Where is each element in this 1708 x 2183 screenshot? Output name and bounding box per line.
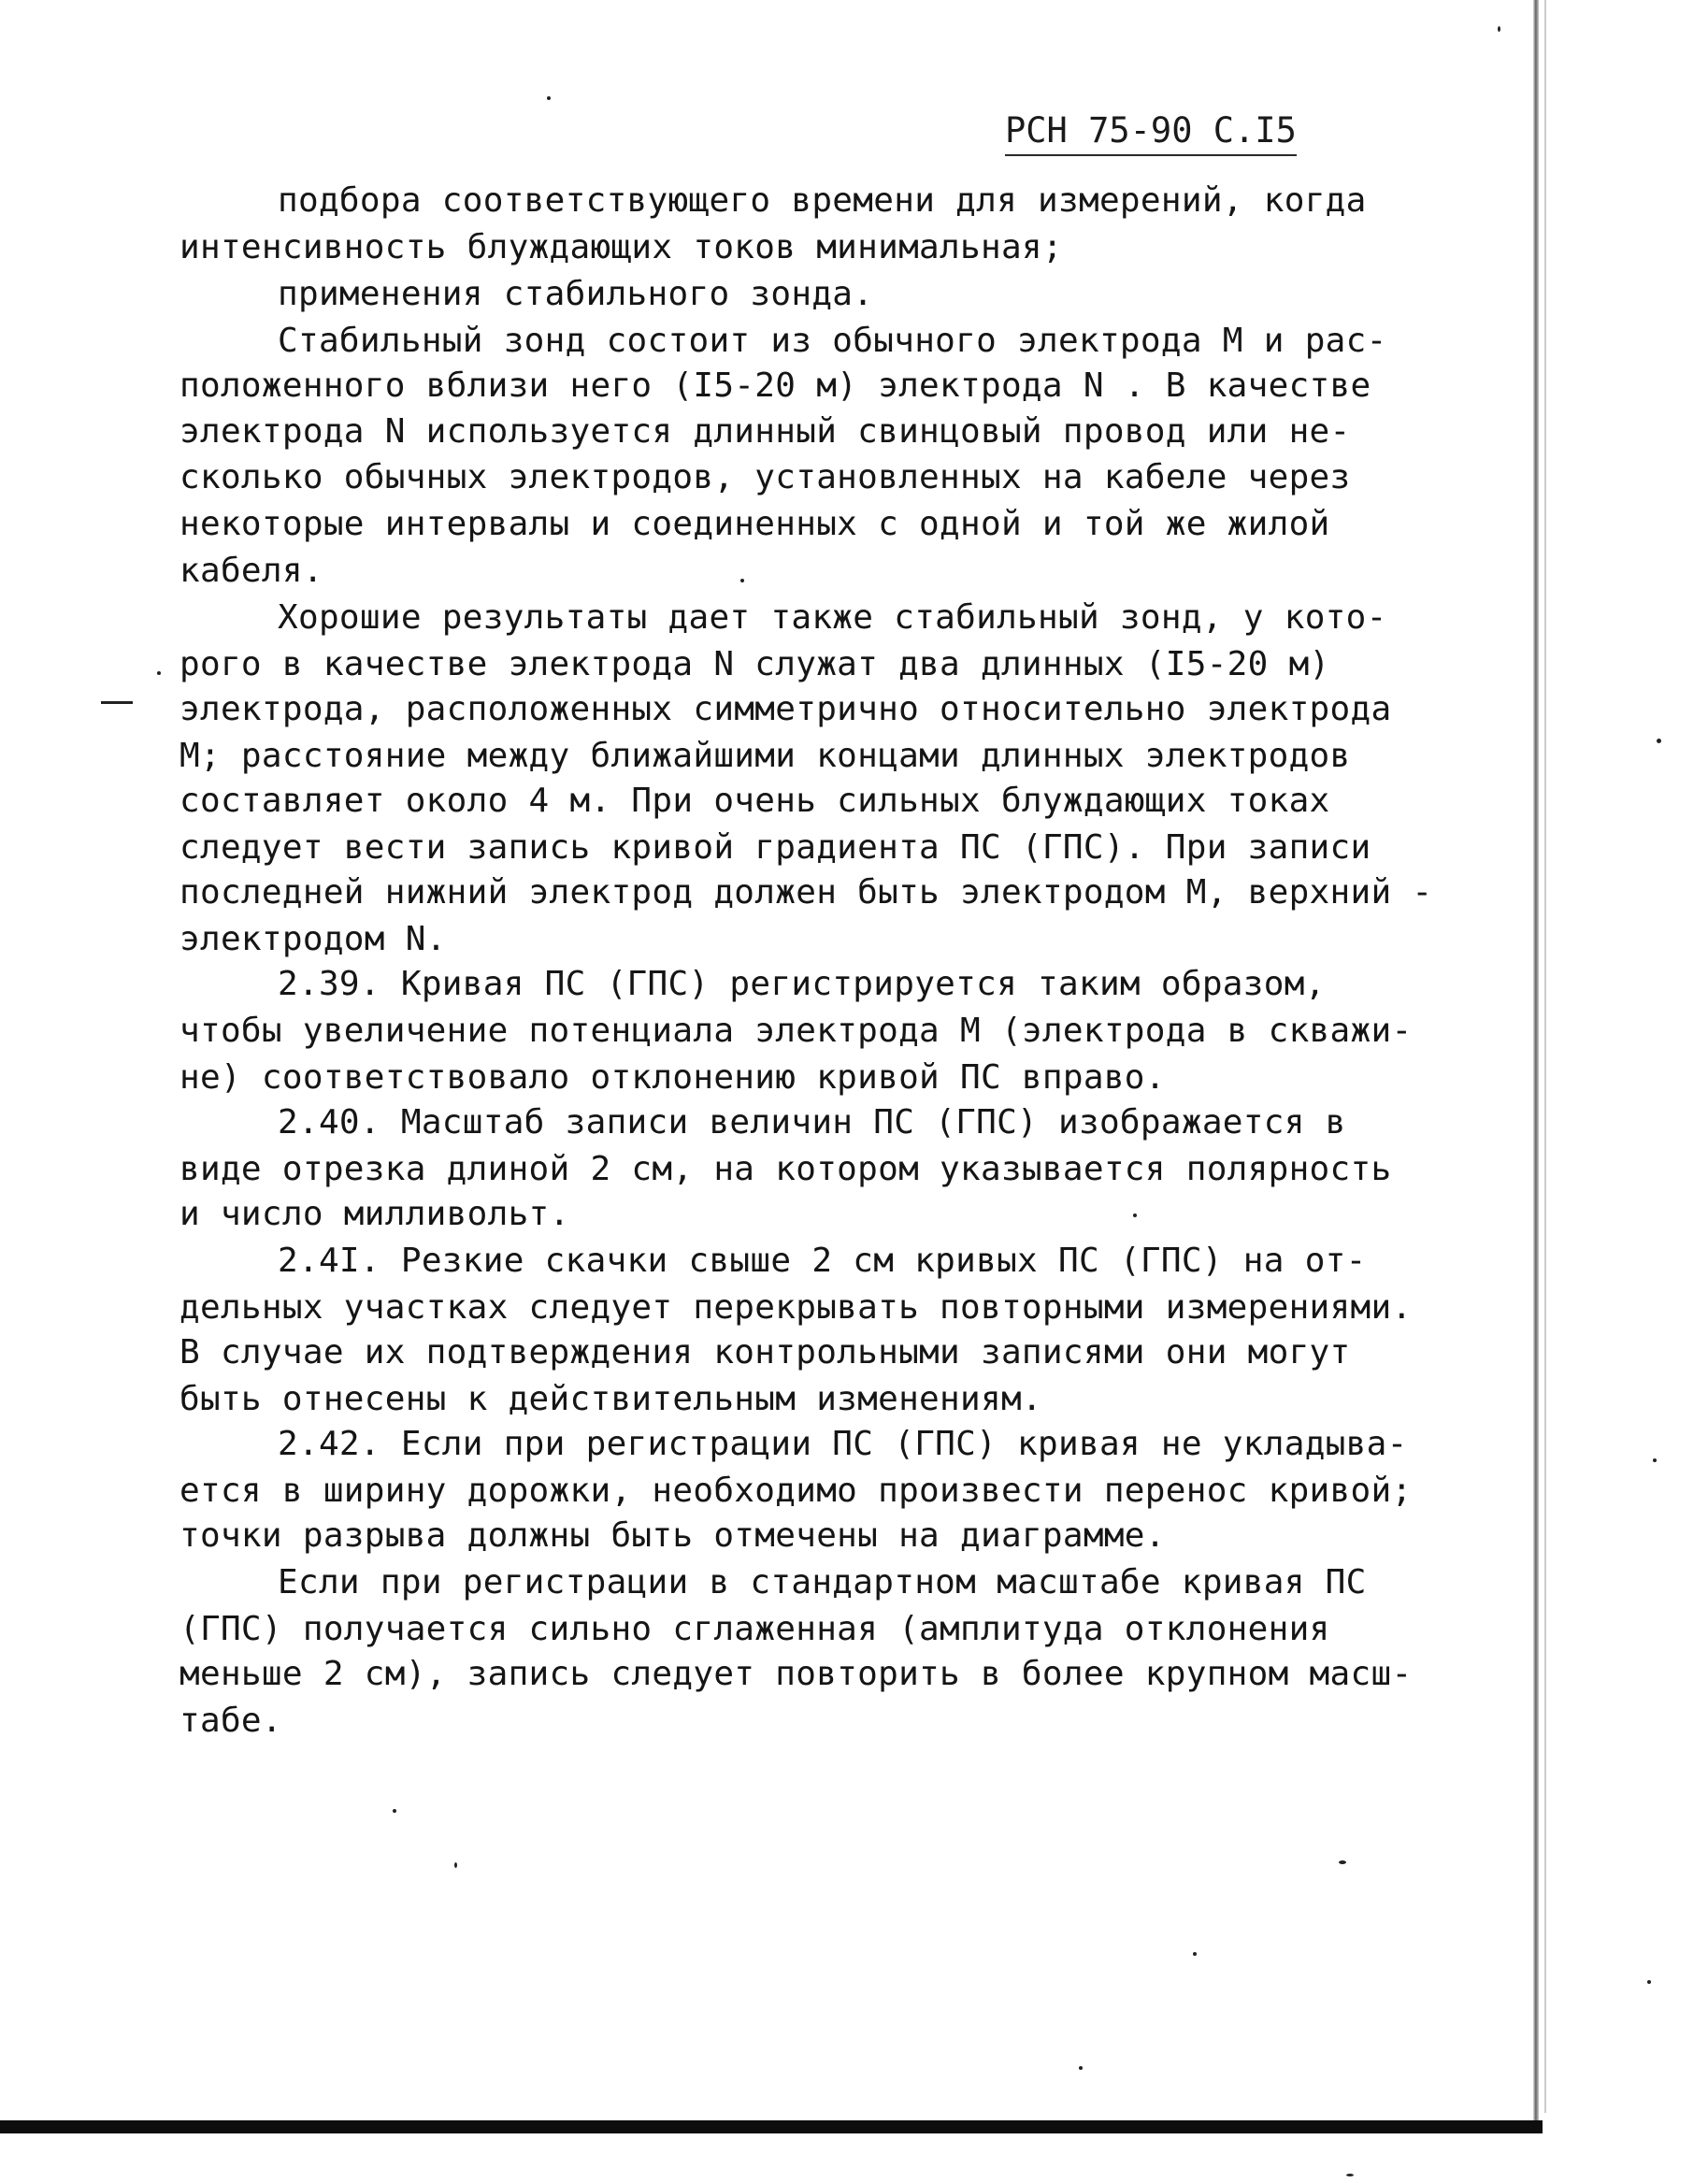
- scan-speck: [454, 1862, 457, 1868]
- text-line: В случае их подтверждения контрольными записями они могут: [179, 1333, 1351, 1372]
- text-line: (ГПС) получается сильно сглаженная (амплитуда отклонения: [179, 1610, 1330, 1648]
- scan-speck: [1498, 26, 1500, 32]
- text-line: ется в ширину дорожки, необходимо произвести перенос кривой;: [179, 1472, 1413, 1510]
- scan-speck: [1079, 2066, 1083, 2070]
- text-line: 2.40. Масштаб записи величин ПС (ГПС) изображается в: [278, 1103, 1346, 1142]
- scan-speck: [1647, 1980, 1651, 1984]
- text-line: Хорошие результаты дает также стабильный зонд, у кото-: [278, 598, 1387, 637]
- text-line: и число милливольт.: [179, 1195, 570, 1233]
- scan-speck: [1653, 1458, 1657, 1462]
- text-line: дельных участках следует перекрывать повторными измерениями.: [179, 1288, 1413, 1327]
- text-line: подбора соответствующего времени для измерений, когда: [278, 181, 1367, 220]
- text-line: электрода, расположенных симметрично относительно электрода: [179, 690, 1392, 728]
- scan-speck: [393, 1809, 396, 1813]
- text-line: положенного вблизи него (І5-20 м) электрода N . В качестве: [179, 366, 1371, 405]
- text-line: кабеля.: [179, 552, 323, 590]
- scan-speck: [157, 671, 161, 675]
- text-line: Если при регистрации в стандартном масштабе кривая ПС: [278, 1563, 1367, 1601]
- text-line: точки разрыва должны быть отмечены на диаграмме.: [179, 1516, 1166, 1555]
- scan-speck: [1193, 1952, 1197, 1956]
- text-line: последней нижний электрод должен быть электродом М, верхний -: [179, 873, 1433, 912]
- scan-edge-right: [1533, 0, 1539, 2122]
- text-line: виде отрезка длиной 2 см, на котором указывается полярность: [179, 1150, 1392, 1188]
- scan-speck: [1133, 1214, 1137, 1217]
- text-line: не) соответствовало отклонению кривой ПС вправо.: [179, 1058, 1166, 1097]
- scan-edge-right-shadow: [1544, 0, 1546, 2113]
- text-line: быть отнесены к действительным изменениям.: [179, 1380, 1042, 1418]
- text-line: меньше 2 см), запись следует повторить в более крупном масш-: [179, 1655, 1413, 1693]
- text-line: рого в качестве электрода N служат два длинных (І5-20 м): [179, 645, 1330, 683]
- text-line: табе.: [179, 1702, 282, 1740]
- text-line: электродом N.: [179, 920, 447, 958]
- text-line: электрода N используется длинный свинцовый провод или не-: [179, 412, 1351, 451]
- page-header-ref: [1005, 110, 1297, 151]
- text-line: чтобы увеличение потенциала электрода М (электрода в скважи-: [179, 1012, 1413, 1050]
- scan-speck: [1339, 1860, 1346, 1864]
- text-line: 2.39. Кривая ПС (ГПС) регистрируется таким образом,: [278, 965, 1326, 1003]
- scan-speck: [740, 579, 744, 582]
- scan-speck: [1346, 2174, 1354, 2176]
- header-underline: [1005, 154, 1297, 156]
- text-line: составляет около 4 м. При очень сильных блуждающих токах: [179, 782, 1330, 820]
- scan-speck: [547, 96, 551, 100]
- page-header-text: РСН 75-90 С.І5: [1005, 110, 1297, 151]
- scan-edge-bottom: [0, 2120, 1543, 2133]
- margin-dash-mark: [101, 701, 133, 704]
- text-line: следует вести запись кривой градиента ПС (ГПС). При записи: [179, 828, 1371, 867]
- text-line: 2.42. Если при регистрации ПС (ГПС) кривая не укладыва-: [278, 1425, 1408, 1463]
- text-line: 2.4І. Резкие скачки свыше 2 см кривых ПС (ГПС) на от-: [278, 1242, 1367, 1280]
- text-line: интенсивность блуждающих токов минимальная;: [179, 228, 1063, 266]
- scan-speck: [1657, 739, 1661, 743]
- text-line: сколько обычных электродов, установленных на кабеле через: [179, 458, 1351, 496]
- text-line: некоторые интервалы и соединенных с одной и той же жилой: [179, 505, 1330, 543]
- text-line: Стабильный зонд состоит из обычного электрода М и рас-: [278, 322, 1387, 360]
- text-line: применения стабильного зонда.: [278, 275, 874, 313]
- text-line: М; расстояние между ближайшими концами длинных электродов: [179, 737, 1351, 775]
